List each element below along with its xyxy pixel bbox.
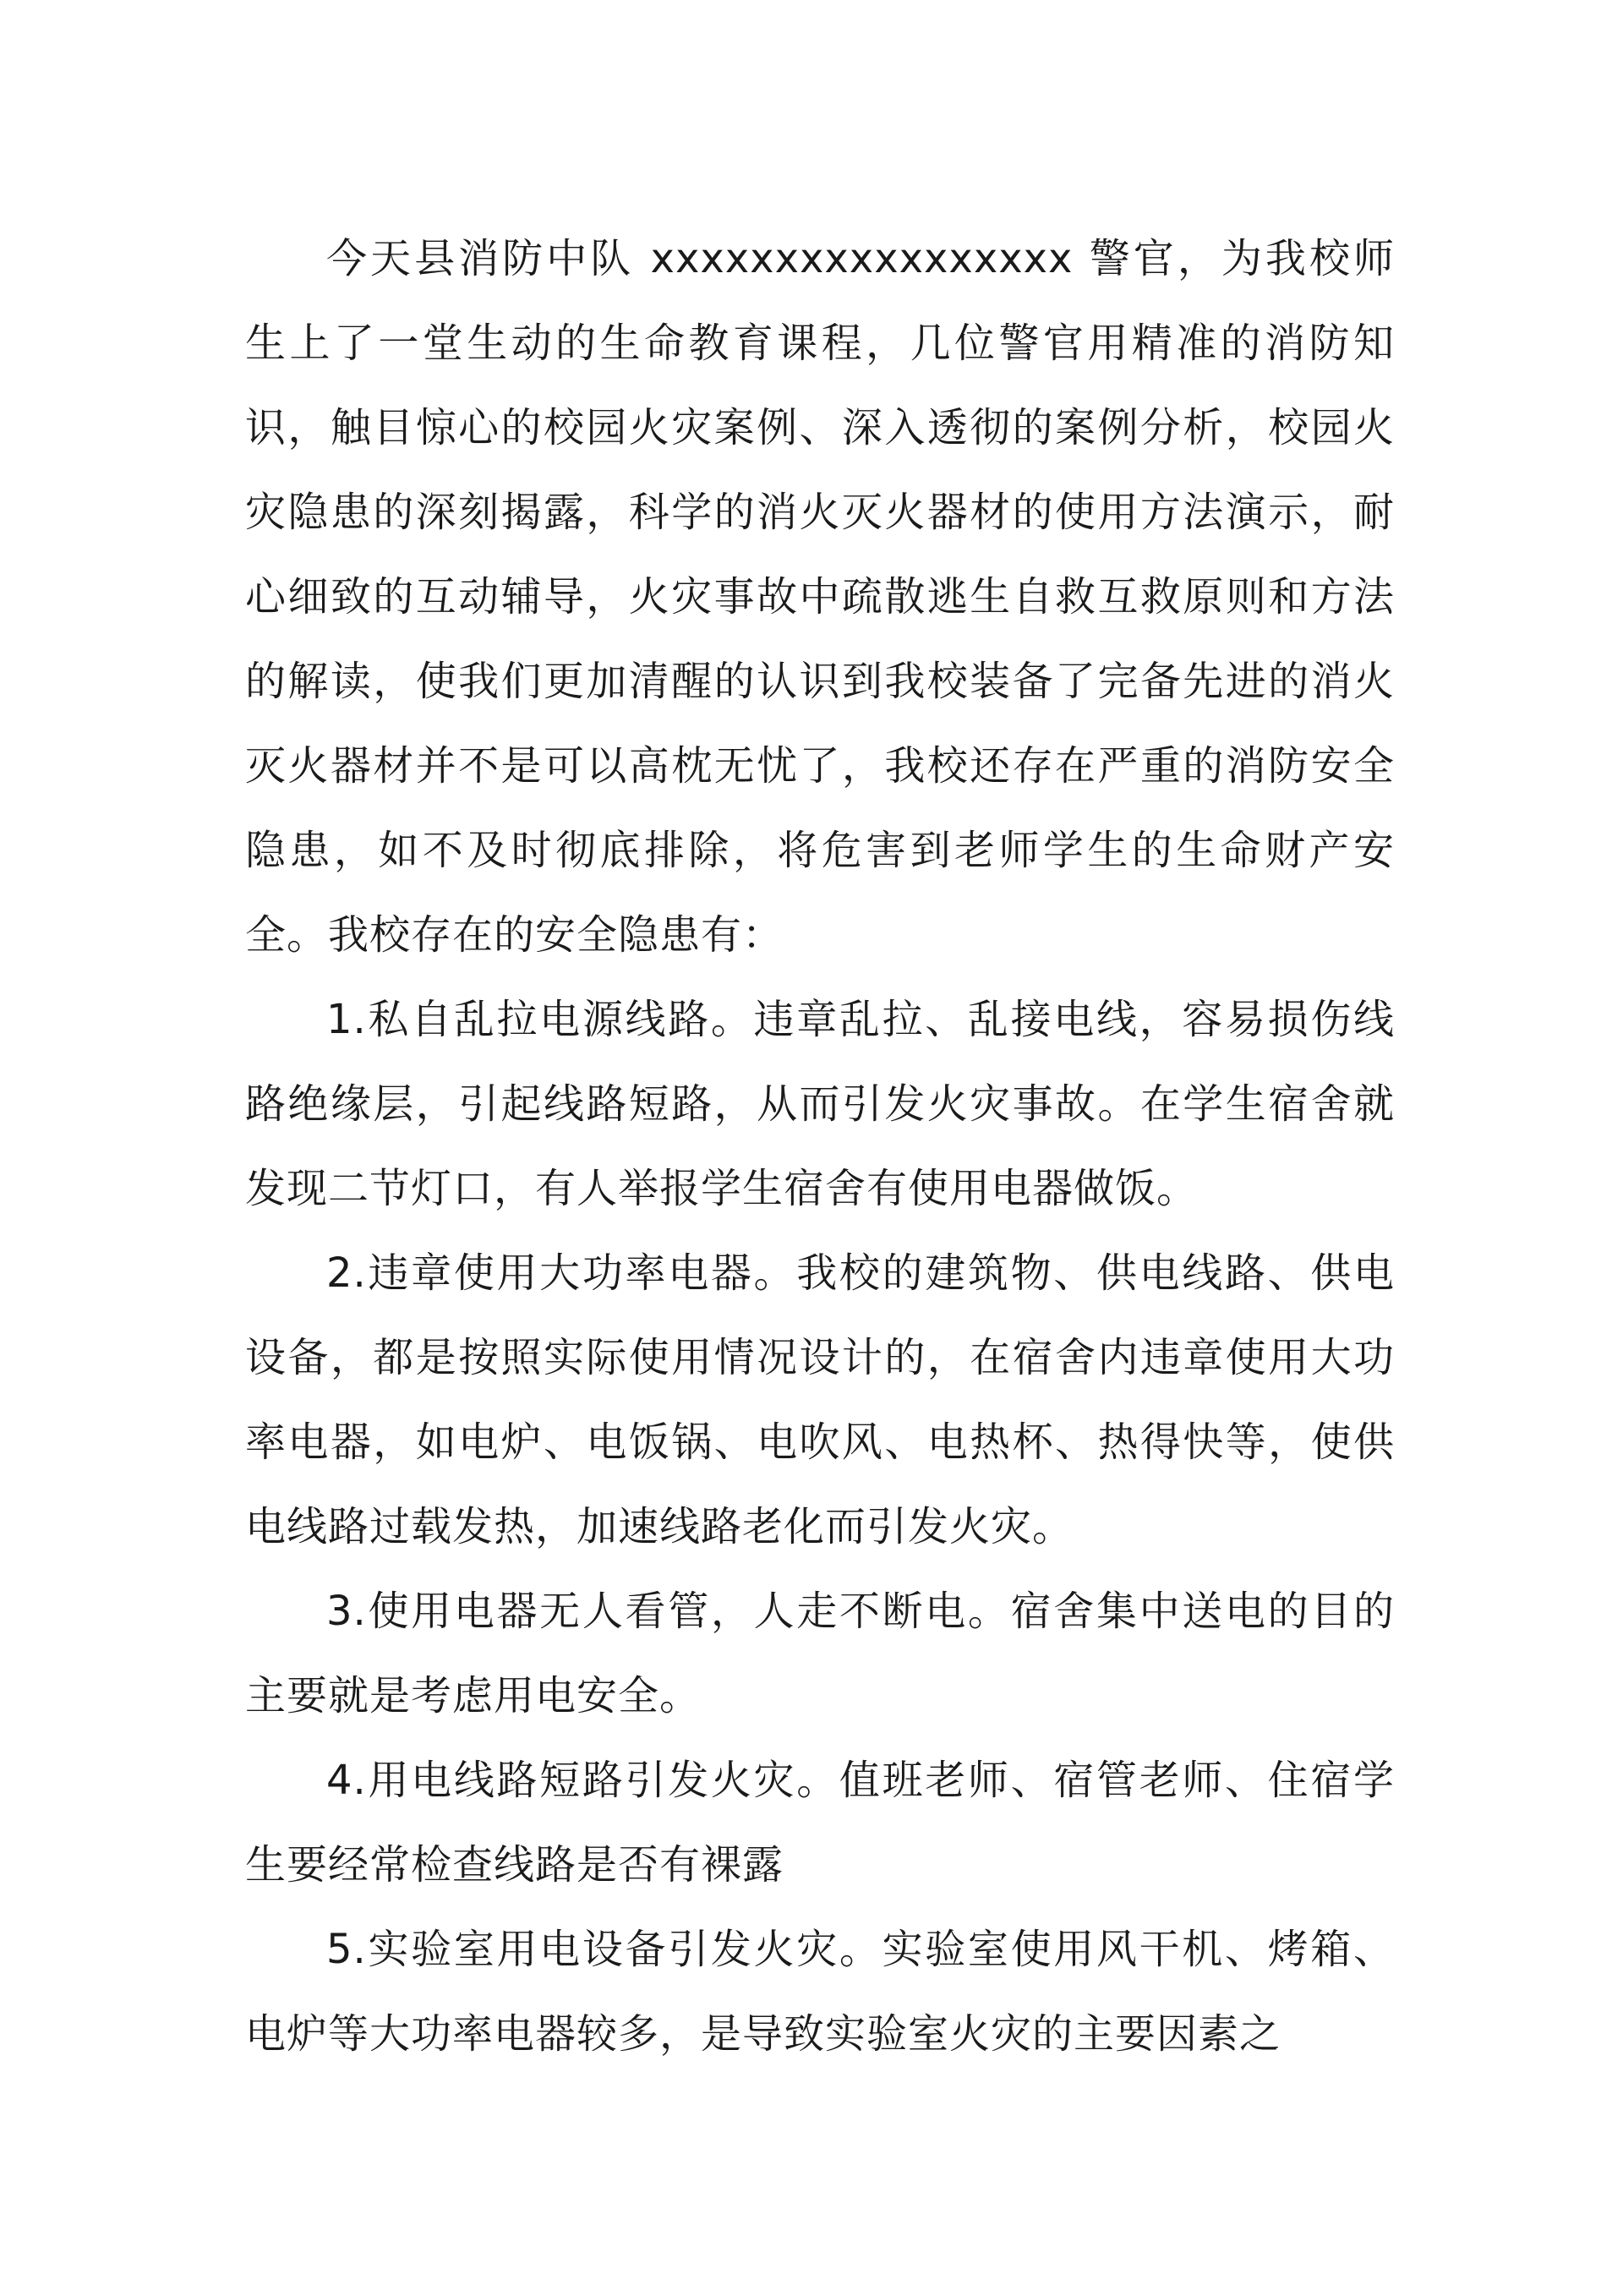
- paragraph-item-1: 1.私自乱拉电源线路。违章乱拉、乱接电线，容易损伤线路绝缘层，引起线路短路，从而引发火灾事故。在学生宿舍就发现二节灯口，有人举报学生宿舍有使用电器做饭。: [245, 996, 1395, 1212]
- paragraph-item-2: 2.违章使用大功率电器。我校的建筑物、供电线路、供电设备，都是按照实际使用情况设计的，在宿舍内违章使用大功率电器，如电炉、电饭锅、电吹风、电热杯、热得快等，使供电线路过载发热，加速线路老化而引发火灾。: [245, 1249, 1395, 1550]
- paragraph-intro: 今天县消防中队 xxxxxxxxxxxxxxxxx 警官，为我校师生上了一堂生动的生命教育课程，几位警官用精准的消防知识，触目惊心的校园火灾案例、深入透彻的案例分析，校园火灾隐患的深刻揭露，科学的消火灭火器材的使用方法演示，耐心细致的互动辅导，火灾事故中疏散逃生自救互救原则和方法的解读，使我们更加清醒的认识到我校装备了完备先进的消火灭火器材并不是可以高枕无忧了，我校还存在严重的消防安全隐患，如不及时彻底排除，将危害到老师学生的生命财产安全。我校存在的安全隐患有：: [245, 235, 1395, 959]
- paragraph-item-4: 4.用电线路短路引发火灾。值班老师、宿管老师、住宿学生要经常检查线路是否有裸露: [245, 1757, 1395, 1889]
- paragraph-item-5: 5.实验室用电设备引发火灾。实验室使用风干机、烤箱、电炉等大功率电器较多，是导致实验室火灾的主要因素之: [245, 1926, 1395, 2058]
- document-body: [245, 216, 1395, 2076]
- paragraph-item-3: 3.使用电器无人看管，人走不断电。宿舍集中送电的目的主要就是考虑用电安全。: [245, 1588, 1395, 1719]
